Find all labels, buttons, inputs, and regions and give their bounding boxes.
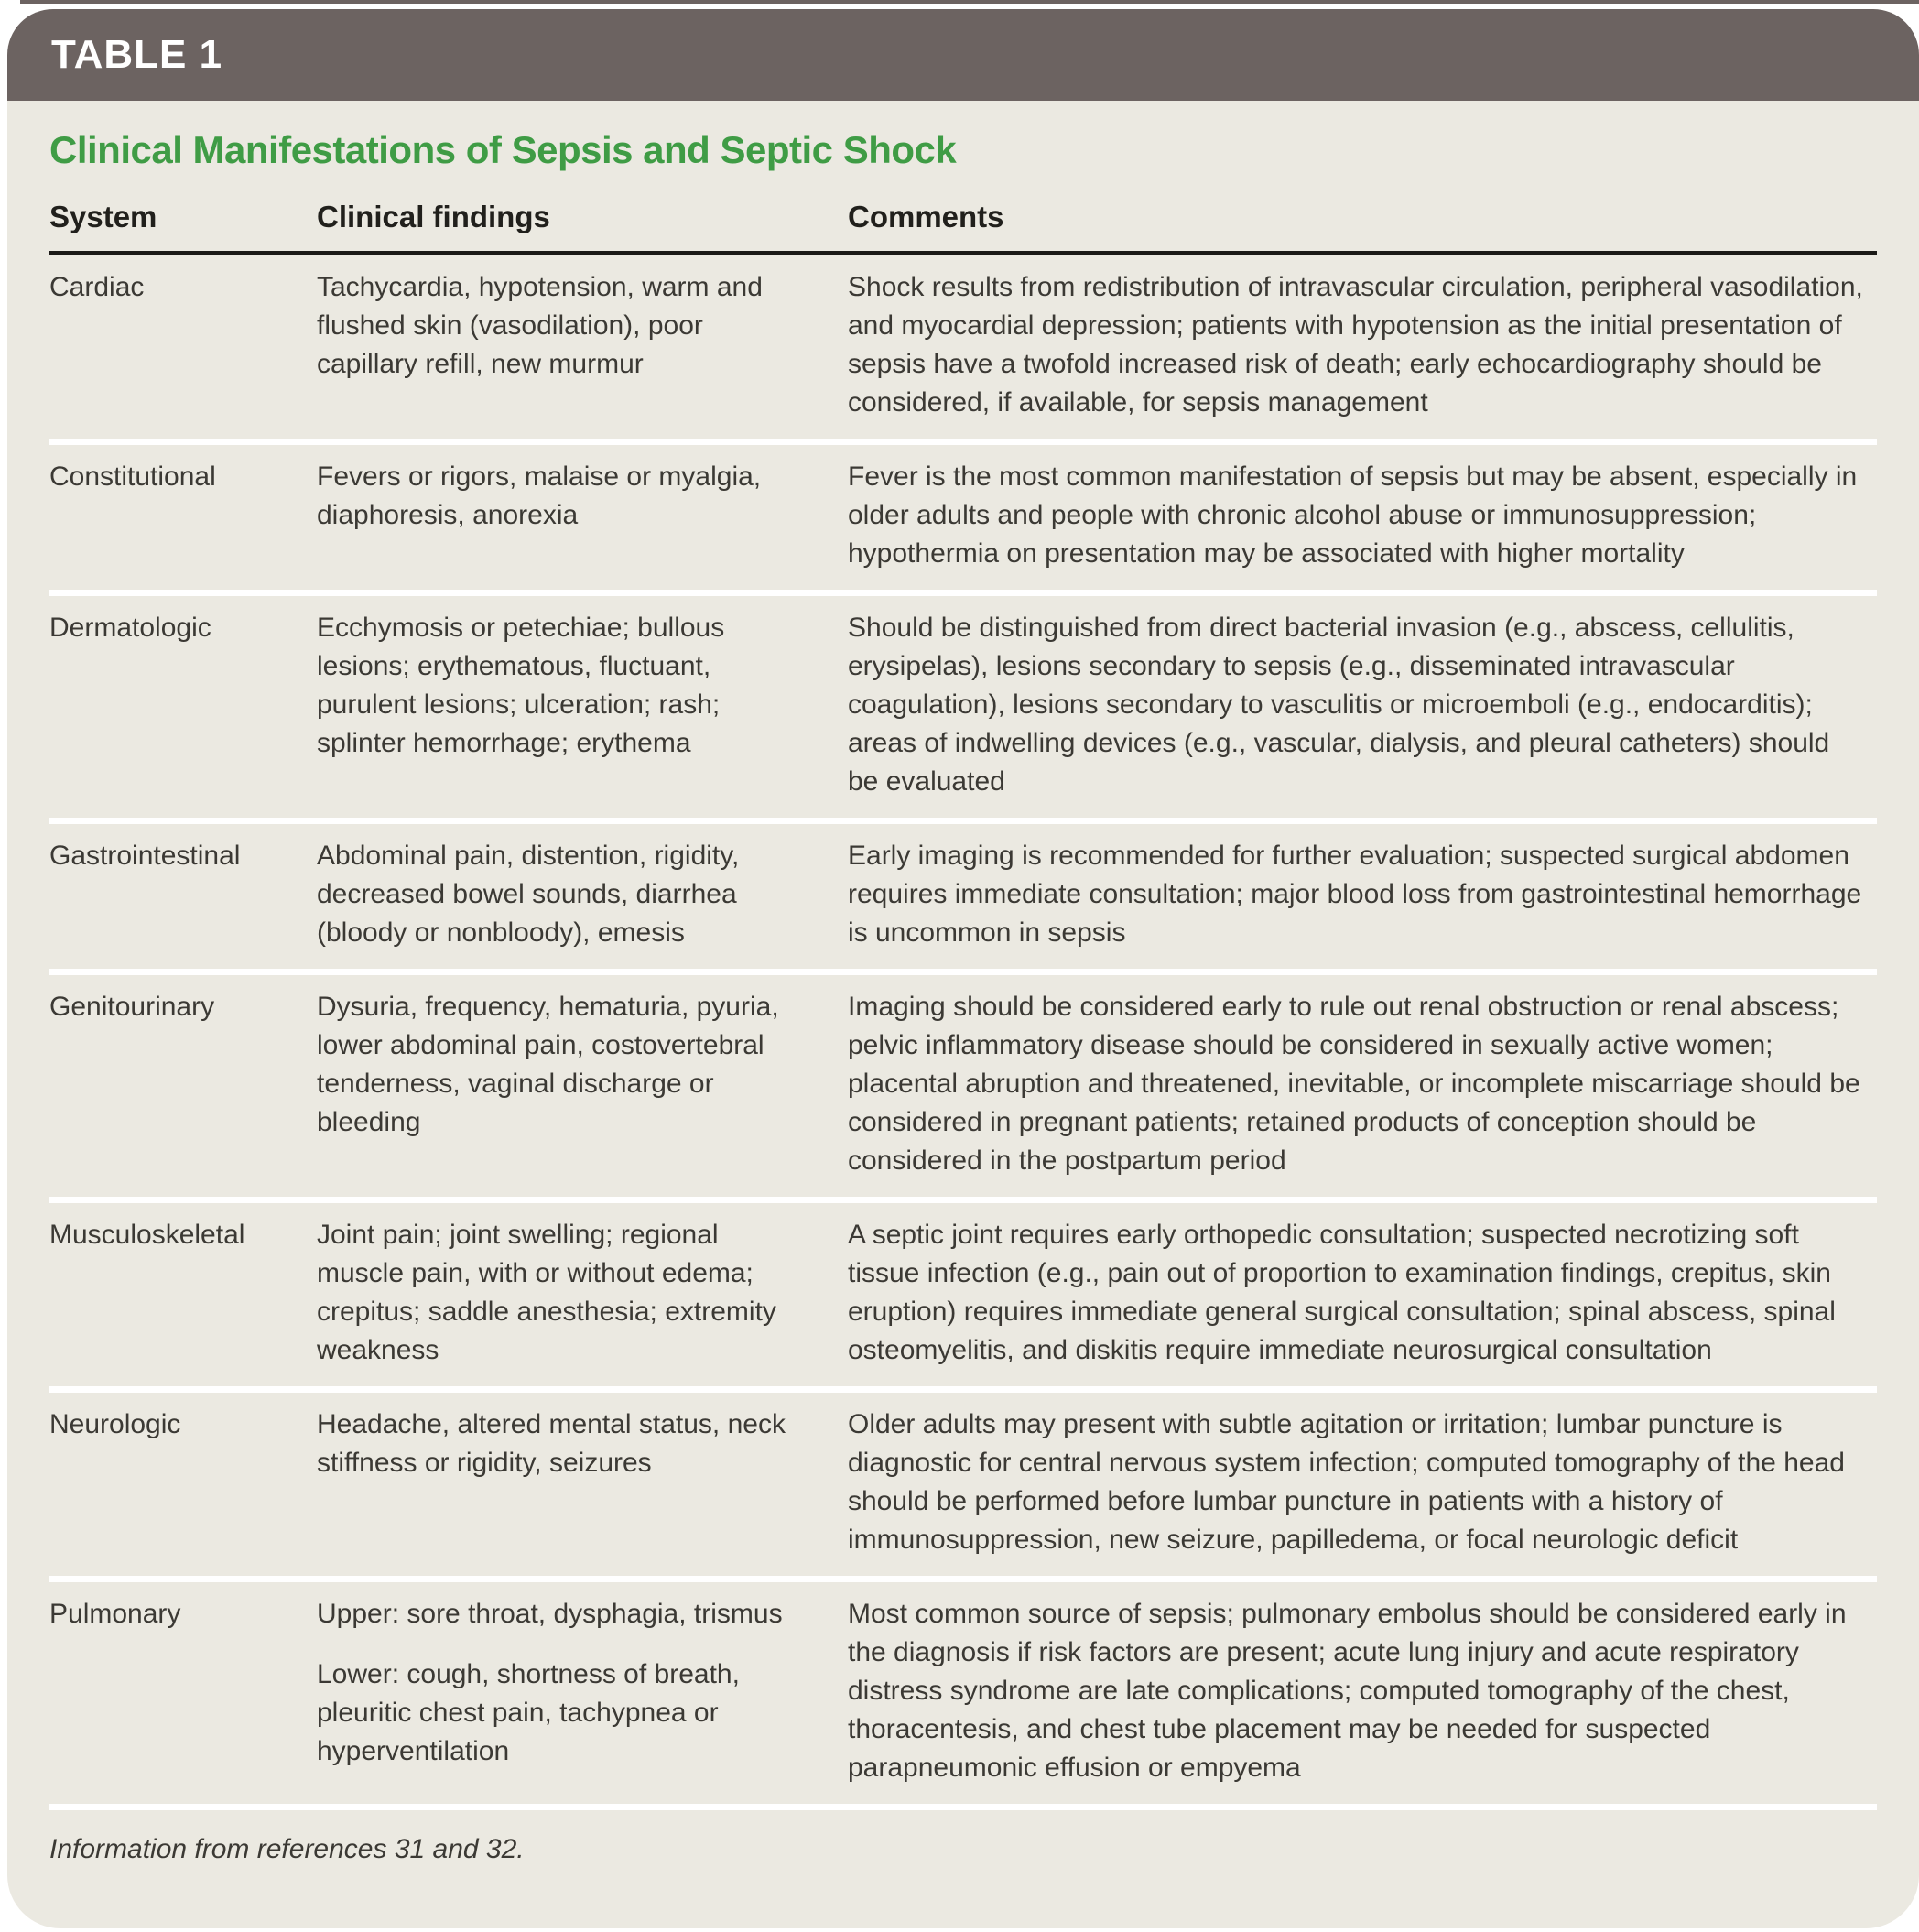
system-cell: Pulmonary — [49, 1599, 181, 1629]
table-row — [49, 1203, 1877, 1393]
table-row — [49, 1582, 1877, 1810]
findings-cell — [317, 1595, 848, 1787]
table-row — [49, 975, 1877, 1203]
system-cell: Cardiac — [49, 272, 145, 302]
comments-cell: Should be distinguished from direct bacterial invasion (e.g., abscess, cellulitis, erysipelas), lesions secondary to sepsis (e.g., disseminated intravascular coagulation), lesions secondary to vasculitis or microemboli (e.g., endocarditis); areas of indwelling devices (e.g., vascular, dialysis, and pleural catheters) should be evaluated — [848, 613, 1830, 797]
table-header-bar — [7, 9, 1919, 101]
column-header-findings: Clinical findings — [317, 200, 550, 233]
system-cell: Neurologic — [49, 1409, 181, 1439]
system-cell: Genitourinary — [49, 992, 215, 1022]
findings-cell — [317, 1216, 848, 1370]
findings-paragraph: Abdominal pain, distention, rigidity, decreased bowel sounds, diarrhea (bloody or nonbloody), emesis — [317, 841, 740, 948]
findings-cell — [317, 268, 848, 422]
table-body — [7, 101, 1919, 1902]
table-title: Clinical Manifestations of Sepsis and Septic Shock — [49, 128, 957, 171]
findings-cell — [317, 837, 848, 952]
findings-paragraph: Ecchymosis or petechiae; bullous lesions; erythematous, fluctuant, purulent lesions; ulceration; rash; splinter hemorrhage; erythema — [317, 613, 725, 758]
table-row — [49, 1393, 1877, 1582]
system-cell: Musculoskeletal — [49, 1220, 245, 1250]
findings-cell — [317, 609, 848, 801]
findings-paragraph: Fevers or rigors, malaise or myalgia, diaphoresis, anorexia — [317, 461, 762, 530]
system-cell: Constitutional — [49, 461, 216, 492]
system-cell: Dermatologic — [49, 613, 211, 643]
comments-cell: Older adults may present with subtle agitation or irritation; lumbar puncture is diagnostic for central nervous system infection; computed tomography of the head should be performed before lumbar puncture in patients with a history of immunosuppression, new seizure, papilledema, or focal neurologic deficit — [848, 1409, 1845, 1555]
findings-paragraph: Joint pain; joint swelling; regional muscle pain, with or without edema; crepitus; saddle anesthesia; extremity weakness — [317, 1220, 776, 1365]
table-card — [7, 9, 1919, 1928]
table-tag: TABLE 1 — [51, 32, 223, 77]
findings-cell — [317, 988, 848, 1180]
comments-cell: Shock results from redistribution of intravascular circulation, peripheral vasodilation, and myocardial depression; patients with hypotension as the initial presentation of sepsis have a twofold increased risk of death; early echocardiography should be considered, if available, for sepsis management — [848, 272, 1863, 418]
findings-paragraph: Upper: sore throat, dysphagia, trismus — [317, 1599, 783, 1629]
comments-cell: A septic joint requires early orthopedic consultation; suspected necrotizing soft tissue infection (e.g., pain out of proportion to examination findings, crepitus, skin eruption) requires immediate general surgical consultation; spinal abscess, spinal osteomyelitis, and diskitis require immediate neurosurgical consultation — [848, 1220, 1836, 1365]
findings-cell — [317, 458, 848, 573]
table-row — [49, 596, 1877, 824]
findings-paragraph: Headache, altered mental status, neck stiffness or rigidity, seizures — [317, 1409, 786, 1478]
table-row — [49, 445, 1877, 596]
findings-paragraph: Tachycardia, hypotension, warm and flushed skin (vasodilation), poor capillary refill, new murmur — [317, 272, 763, 379]
comments-cell: Early imaging is recommended for further evaluation; suspected surgical abdomen requires immediate consultation; major blood loss from gastrointestinal hemorrhage is uncommon in sepsis — [848, 841, 1862, 948]
column-header-comments: Comments — [848, 200, 1004, 233]
footnote: Information from references 31 and 32. — [49, 1834, 525, 1864]
comments-cell: Most common source of sepsis; pulmonary embolus should be considered early in the diagnosis if risk factors are present; acute lung injury and acute respiratory distress syndrome are late complications; computed tomography of the chest, thoracentesis, and chest tube placement may be needed for suspected parapneumonic effusion or empyema — [848, 1599, 1847, 1783]
findings-cell — [317, 1406, 848, 1559]
table-row — [49, 824, 1877, 975]
system-cell: Gastrointestinal — [49, 841, 241, 871]
comments-cell: Fever is the most common manifestation of sepsis but may be absent, especially in older adults and people with chronic alcohol abuse or immunosuppression; hypothermia on presentation may be associated with higher mortality — [848, 461, 1858, 569]
table-row — [49, 255, 1877, 445]
findings-paragraph: Lower: cough, shortness of breath, pleuritic chest pain, tachypnea or hyperventilation — [317, 1659, 740, 1766]
findings-paragraph: Dysuria, frequency, hematuria, pyuria, lower abdominal pain, costovertebral tenderness, vaginal discharge or bleeding — [317, 992, 779, 1137]
page-top-rule — [20, 0, 1919, 4]
column-header-row — [49, 200, 1877, 251]
comments-cell: Imaging should be considered early to rule out renal obstruction or renal abscess; pelvic inflammatory disease should be considered in sexually active women; placental abruption and threatened, inevitable, or incomplete miscarriage should be considered in pregnant patients; retained products of conception should be considered in the postpartum period — [848, 992, 1860, 1176]
column-header-system: System — [49, 200, 157, 233]
